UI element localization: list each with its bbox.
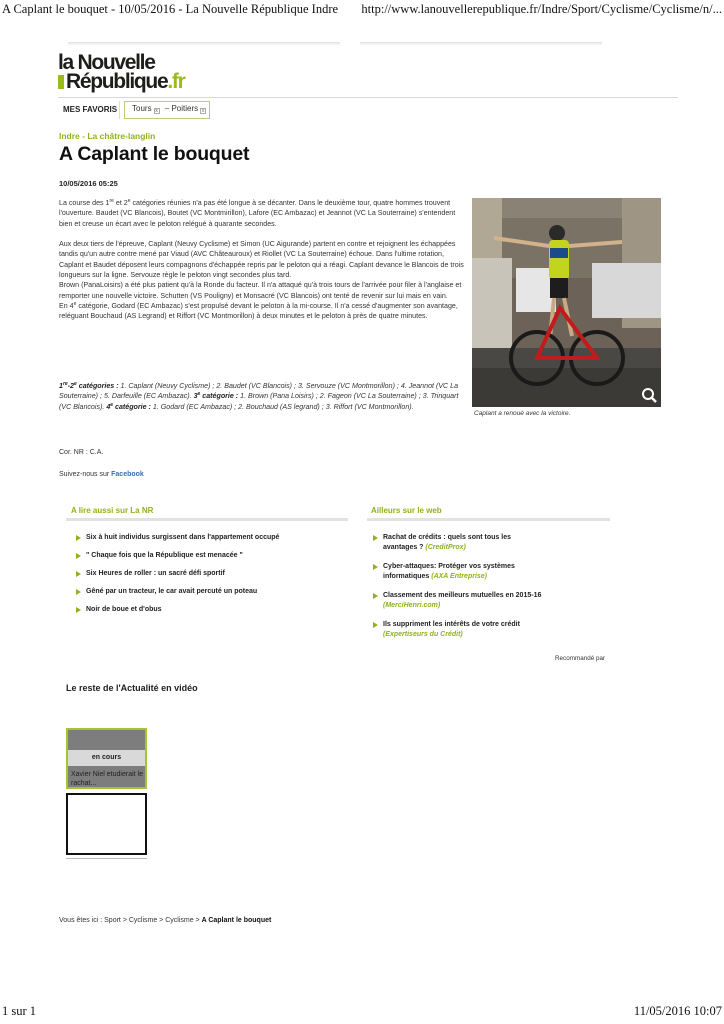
list-item[interactable]: Noir de boue et d'obus: [76, 605, 346, 615]
also-read-list: [76, 533, 346, 615]
print-page-title: A Caplant le bouquet - 10/05/2016 - La Nouvelle République Indre: [2, 2, 339, 16]
list-item[interactable]: Six à huit individus surgissent dans l'appartement occupé: [76, 533, 346, 543]
paragraph: Aux deux tiers de l'épreuve, Caplant (Neuvy Cyclisme) et Simon (UC Aigurande) partent en contre et rejoignent les échappées tandis qu'un autre contre mené par Viaud (AVC Châteauroux) et Riollet (VC La Souterraine) échoue. Dans l'ultime rotation, Caplant et Baudet déposent leurs compagnons d'échappée repris par le peloton qui a réagi. Caplant devance le Blancois de trois longueurs sur la ligne. Servouze règle le peloton vingt secondes plus tard.: [59, 240, 464, 280]
bullet-arrow-icon: [76, 571, 81, 577]
list-item[interactable]: Six Heures de roller : un sacré défi sportif: [76, 569, 346, 579]
bullet-arrow-icon: [373, 622, 378, 628]
paragraph: La course des 1re et 2e catégories réunies n'a pas été longue à se décanter. Dans le deuxième tour, quatre hommes trouvent l'ouverture. Baudet (VC Blancois), Boutet (VC Montmirillon), Lafore (EC Ambazac) et Jeannot (VC La Souterraine) s'entendent bien et creuse un écart avec le peloton relégué à quarante secondes.: [59, 198, 456, 228]
print-header: [2, 2, 722, 18]
video-thumbnail[interactable]: [66, 793, 147, 855]
breadcrumb: Vous êtes ici : Sport > Cyclisme > Cyclisme > A Caplant le bouquet: [59, 917, 272, 924]
follow-us: Suivez-nous sur Facebook: [59, 471, 144, 478]
photo-caption: Caplant a renoué avec la victoire.: [474, 410, 571, 417]
video-section-heading: Le reste de l'Actualité en vidéo: [66, 683, 198, 693]
print-footer: [2, 1004, 722, 1020]
logo-line1: la Nouvelle: [58, 51, 155, 74]
favorites-list: [124, 101, 210, 119]
list-item[interactable]: " Chaque fois que la République est menacée ": [76, 551, 346, 561]
paragraph: Brown (PanaLoisirs) a été plus patient qu'à la Ronde du facteur. Il n'a attaqué qu'à trois tours de l'arrivée pour filer à l'anglaise et remporter une nouvelle victoire. Schutten (VS Pouligny) et Monsacré (VC Blancois) ont tenté de revenir sur lui mais en vain.: [59, 281, 462, 300]
facebook-link[interactable]: Facebook: [111, 471, 144, 478]
list-item[interactable]: Classement des meilleurs mutuelles en 2015-16 (MerciHenri.com): [373, 591, 543, 611]
remove-favorite-icon[interactable]: x: [201, 108, 205, 114]
article-credit: Cor. NR : C.A.: [59, 449, 104, 456]
bullet-arrow-icon: [373, 593, 378, 599]
breadcrumb-path[interactable]: Sport > Cyclisme > Cyclisme >: [104, 917, 202, 924]
zoom-icon[interactable]: [640, 386, 658, 404]
video-thumbnail-current[interactable]: [66, 728, 147, 789]
favorites-label: MES FAVORIS: [58, 101, 120, 119]
elsewhere-divider: [367, 518, 610, 521]
also-read-divider: [66, 518, 348, 521]
logo-mark-icon: [58, 75, 64, 89]
video-title: Xavier Niel etudierait le rachat...: [71, 771, 143, 787]
paragraph: En 4e catégorie, Godard (EC Ambazac) s'est propulsé devant le peloton à la mi-course. Il n'a cessé d'augmenter son avantage, reléguant Bouchaud (AS Legrand) et Riffort (VC Montmorillon) à deux minutes et le peloton à près de quatre minutes.: [59, 300, 458, 321]
top-nav-shadow-right: [360, 42, 602, 46]
cyclist-photo-illustration: [472, 198, 661, 407]
bullet-arrow-icon: [76, 553, 81, 559]
print-timestamp: 11/05/2016 10:07: [633, 1004, 722, 1018]
print-page-url: http://www.lanouvellerepublique.fr/Indre/Sport/Cyclisme/Cyclisme/n/...: [361, 2, 722, 16]
bullet-arrow-icon: [373, 564, 378, 570]
list-item[interactable]: Ils suppriment les intérêts de votre crédit (Expertiseurs du Crédit): [373, 620, 543, 640]
recommended-by[interactable]: Recommandé par: [555, 655, 606, 662]
article-date: 10/05/2016 05:25: [59, 179, 118, 188]
bullet-arrow-icon: [373, 535, 378, 541]
list-item[interactable]: Cyber-attaques: Protéger vos systèmes informatiques (AXA Entreprise): [373, 562, 543, 582]
favorite-item-poitiers[interactable]: – Poitiers: [164, 104, 199, 113]
now-playing-badge: en cours: [68, 750, 145, 766]
video-divider: [66, 858, 147, 859]
header-divider: [58, 97, 678, 98]
elsewhere-list: [373, 533, 543, 640]
also-read-heading: A lire aussi sur La NR: [71, 506, 154, 515]
list-item[interactable]: Gêné par un tracteur, le car avait percuté un poteau: [76, 587, 346, 597]
bullet-arrow-icon: [76, 589, 81, 595]
list-item[interactable]: Rachat de crédits : quels sont tous les avantages ? (CreditProx): [373, 533, 543, 553]
bullet-arrow-icon: [76, 607, 81, 613]
article-photo[interactable]: [472, 198, 661, 407]
print-page-number: 1 sur 1: [2, 1004, 37, 1018]
article-body: [59, 198, 469, 322]
article-kicker[interactable]: Indre - La châtre-langlin: [59, 131, 156, 141]
remove-favorite-icon[interactable]: x: [155, 108, 158, 114]
favorite-item-tours[interactable]: Tours: [132, 104, 152, 113]
top-nav-shadow-left: [68, 42, 340, 46]
site-logo[interactable]: [58, 51, 208, 93]
breadcrumb-current: A Caplant le bouquet: [201, 917, 272, 924]
article-title: A Caplant le bouquet: [59, 143, 250, 165]
race-results: 1re-2e catégories : 1. Caplant (Neuvy Cyclisme) ; 2. Baudet (VC Blancois) ; 3. Servouze (VC Montmorillon) ; 4. Jeannot (VC La Souterraine) ; 5. Darfeuille (EC Ambazac). 3e catégorie : 1. Brown (Pana Loisirs) ; 2. Fageon (VC La Souterraine) ; 3. Trinquart (VC Blancois). 4e catégorie : 1. Godard (EC Ambazac) ; 2. Bouchaud (AS legrand) ; 3. Riffort (VC Montmorillon).: [59, 381, 459, 411]
bullet-arrow-icon: [76, 535, 81, 541]
logo-line2: République.fr: [58, 72, 208, 92]
elsewhere-heading: Ailleurs sur le web: [371, 506, 442, 515]
